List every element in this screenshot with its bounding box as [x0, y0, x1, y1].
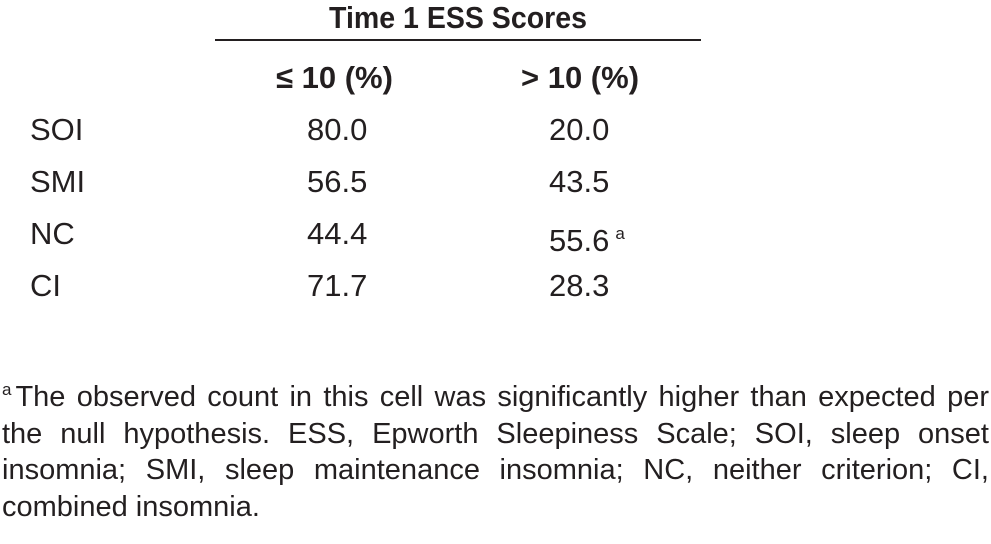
table-title: Time 1 ESS Scores	[329, 0, 587, 35]
cell-value-le-10: 44.4	[307, 216, 368, 251]
table-footnote	[2, 372, 989, 525]
footnote-text: The observed count in this cell was significantly higher than expected per the null hypothesis. ESS, Epworth Sleepiness Scale; SOI, sleep onset insomnia; SMI, sleep maintenance insomnia; NC, neither criterion; CI, combined insomnia.	[2, 381, 989, 523]
cell-value-text: 55.6	[549, 223, 610, 258]
column-header-gt-10: > 10 (%)	[521, 60, 640, 95]
cell-value-gt-10: 28.3	[549, 268, 610, 303]
cell-value-gt-10: 43.5	[549, 164, 610, 199]
footnote-marker-superscript: a	[615, 224, 625, 243]
footnote-marker: a	[2, 380, 12, 399]
cell-value-le-10: 71.7	[307, 268, 368, 303]
row-label: NC	[30, 216, 75, 251]
row-label: CI	[30, 268, 61, 303]
table-row	[0, 268, 991, 308]
cell-value-gt-10: 20.0	[549, 112, 610, 147]
title-underline-rule	[215, 39, 701, 41]
cell-value-gt-10	[549, 216, 625, 259]
column-header-le-10: ≤ 10 (%)	[276, 60, 393, 95]
row-label: SMI	[30, 164, 86, 199]
cell-value-le-10: 80.0	[307, 112, 368, 147]
table-row	[0, 112, 991, 152]
row-label: SOI	[30, 112, 84, 147]
table-row	[0, 164, 991, 204]
cell-value-le-10: 56.5	[307, 164, 368, 199]
table-row	[0, 216, 991, 256]
